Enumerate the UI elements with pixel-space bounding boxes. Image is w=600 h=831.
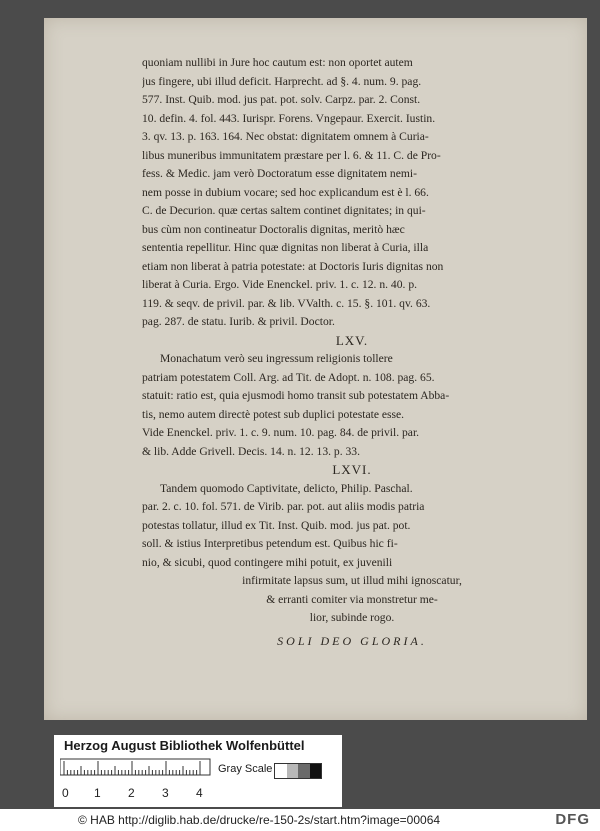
ruler-label: 4	[196, 786, 203, 800]
text-line: Monachatum verò seu ingressum religionis tollere	[160, 352, 393, 365]
dfg-logo: DFG	[555, 811, 590, 828]
text-line: potestas tollatur, illud ex Tit. Inst. Quib. mod. jus pat. pot.	[142, 518, 411, 532]
credit-bar	[0, 809, 600, 831]
ruler-label: 0	[62, 786, 69, 800]
text-line: pag. 287. de statu. Iurib. & privil. Doctor.	[142, 315, 335, 328]
text-line: bus cùm non contineatur Doctoralis dignitas, meritò hæc	[142, 222, 405, 236]
credit-text: © HAB http://diglib.hab.de/drucke/re-150-2s/start.htm?image=00064	[78, 813, 441, 827]
text-line: soll. & istius Interpretibus petendum est. Quibus hic fi-	[142, 537, 398, 550]
text-line: tis, nemo autem directè potest sub duplici potestate esse.	[142, 407, 405, 421]
text-line: & lib. Adde Grivell. Decis. 14. n. 12. 13. p. 33.	[142, 444, 361, 458]
ruler-label: 2	[128, 786, 135, 800]
closing-line: SOLI DEO GLORIA.	[277, 633, 427, 648]
gray-scale-label: Gray Scale	[218, 763, 273, 775]
text-line: & erranti comiter via monstretur me-	[266, 592, 438, 606]
text-line: patriam potestatem Coll. Arg. ad Tit. de Adopt. n. 108. pag. 65.	[142, 370, 435, 384]
text-line: C. de Decurion. quæ certas saltem continet dignitates; in qui-	[142, 204, 426, 217]
ruler-label: 3	[162, 786, 169, 800]
text-line: 10. defin. 4. fol. 443. Iurispr. Forens. Vngepaur. Exercit. Iustin.	[142, 111, 436, 125]
text-line: infirmitate lapsus sum, ut illud mihi ignoscatur,	[242, 574, 462, 587]
text-line: nem posse in dubium vocare; sed hoc explicandum est è l. 66.	[142, 185, 429, 199]
paragraph-c	[142, 480, 562, 628]
paragraph-b	[142, 350, 562, 461]
text-line: lior, subinde rogo.	[309, 611, 395, 624]
text-line: libus muneribus immunitatem præstare per l. 6. & 11. C. de Pro-	[142, 148, 441, 162]
page-text	[142, 54, 562, 649]
text-line: fess. & Medic. jam verò Doctoratum esse dignitatem nemi-	[142, 167, 417, 180]
document-page	[44, 18, 587, 720]
ruler-label: 1	[94, 786, 101, 800]
gray-scale-swatches	[274, 763, 322, 779]
text-line: quoniam nullibi in Jure hoc cautum est: non oportet autem	[142, 56, 413, 69]
text-line: liberat à Curia. Ergo. Vide Enenckel. priv. 1. c. 12. n. 40. p.	[142, 278, 418, 291]
text-line: 3. qv. 13. p. 163. 164. Nec obstat: dignitatem omnem à Curia-	[142, 130, 429, 143]
text-line: 119. & seqv. de privil. par. & lib. VValth. c. 15. §. 101. qv. 63.	[142, 296, 431, 310]
text-line: statuit: ratio est, quia ejusmodi homo transit sub potestatem Abba-	[142, 389, 450, 402]
section-heading-lxvi: LXVI.	[332, 462, 372, 477]
library-name: Herzog August Bibliothek Wolfenbüttel	[64, 738, 305, 753]
text-line: 577. Inst. Quib. mod. jus pat. pot. solv. Carpz. par. 2. Const.	[142, 93, 421, 106]
section-heading-lxv: LXV.	[335, 332, 369, 348]
text-line: par. 2. c. 10. fol. 571. de Virib. par. pot. aut aliis modis patria	[142, 500, 425, 513]
text-line: nio, & sicubi, quod contingere mihi potuit, ex juvenili	[142, 555, 393, 569]
ruler-scale	[60, 757, 212, 803]
text-line: jus fingere, ubi illud deficit. Harprecht. ad §. 4. num. 9. pag.	[142, 74, 422, 88]
paragraph-a	[142, 54, 562, 332]
library-card	[54, 735, 342, 807]
text-line: Vide Enenckel. priv. 1. c. 9. num. 10. pag. 84. de privil. par.	[142, 426, 420, 439]
text-line: Tandem quomodo Captivitate, delicto, Philip. Paschal.	[160, 481, 413, 495]
text-line: sententia repellitur. Hinc quæ dignitas non liberat à Curia, illa	[142, 241, 429, 254]
text-line: etiam non liberat à patria potestate: at Doctoris Iuris dignitas non	[142, 259, 444, 273]
